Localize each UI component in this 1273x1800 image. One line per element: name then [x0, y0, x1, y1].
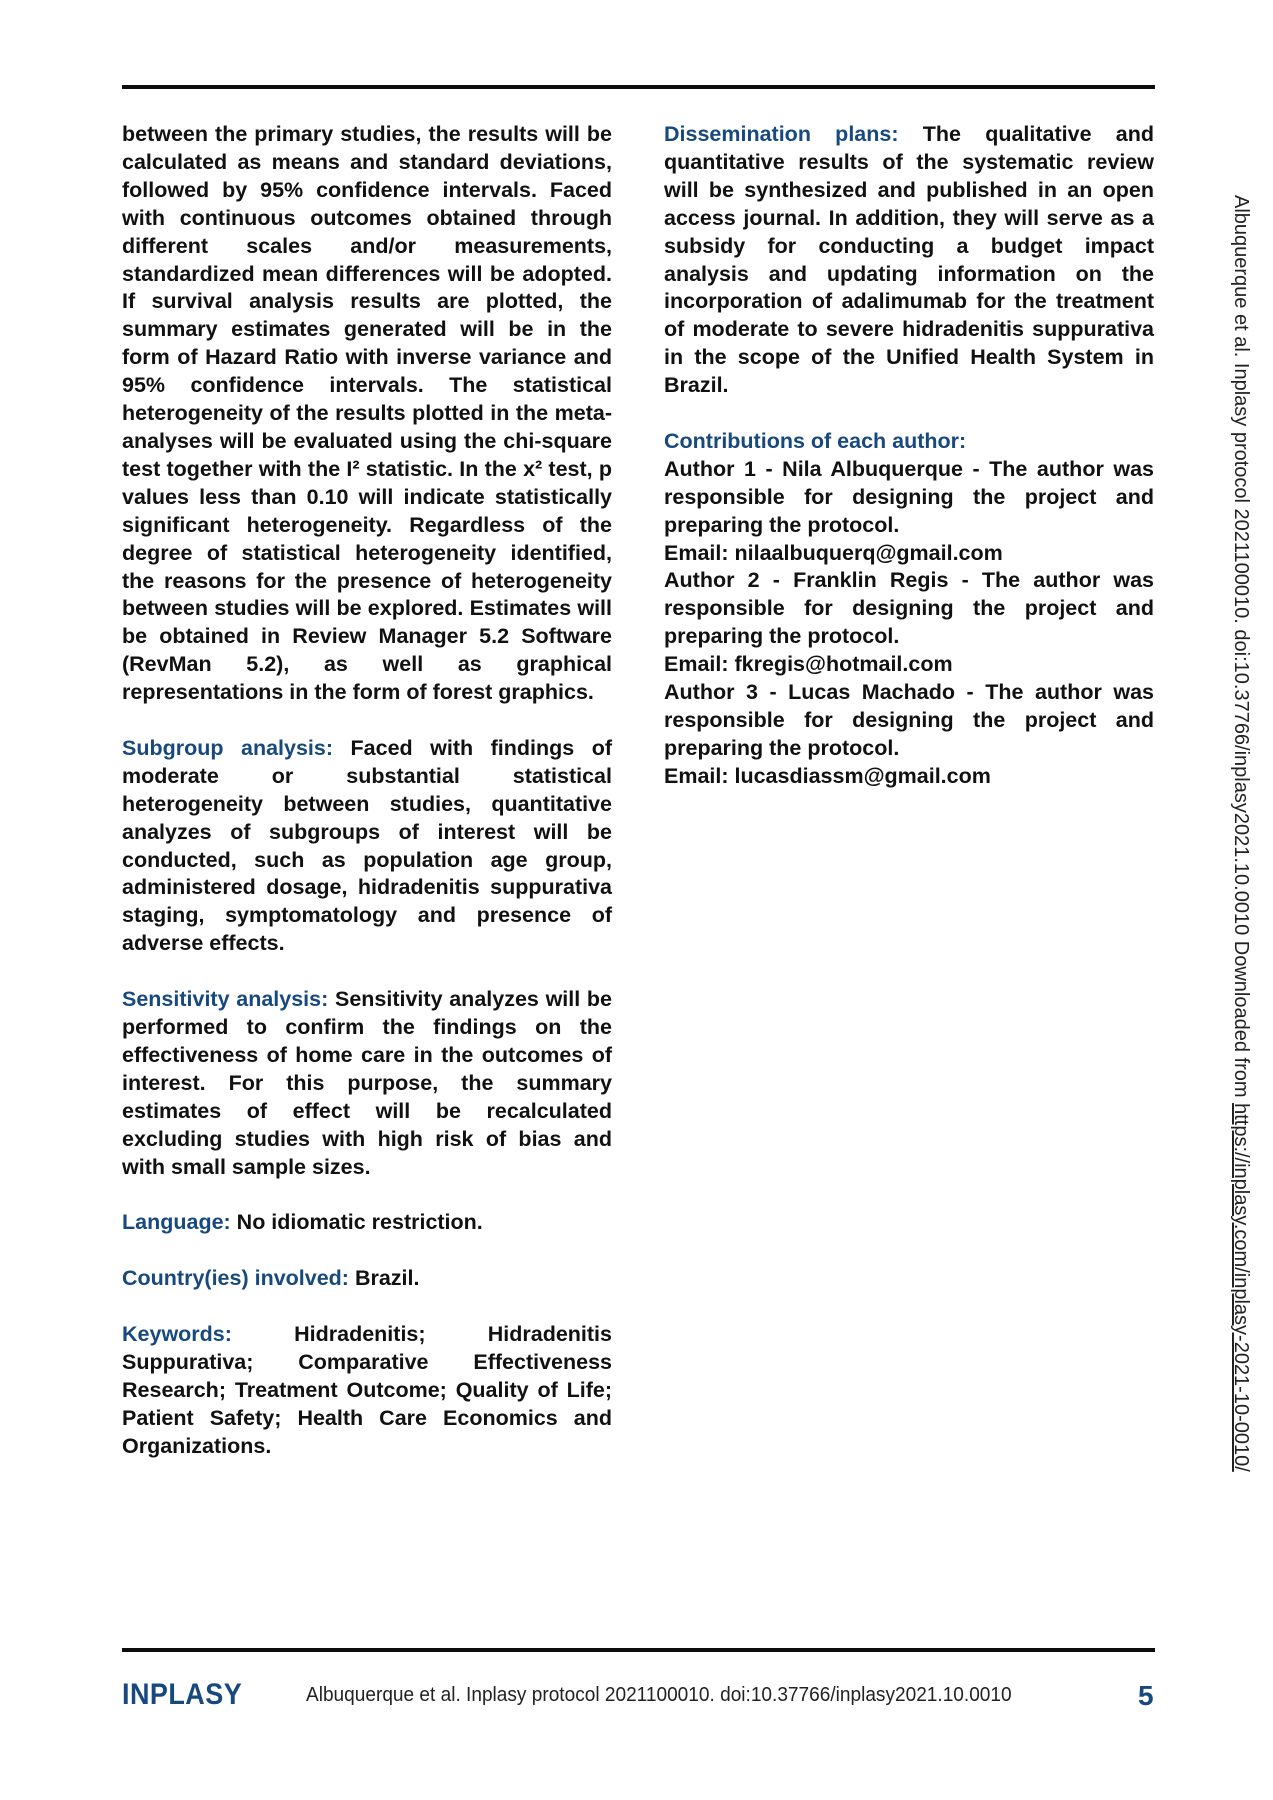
left-column — [122, 121, 612, 1488]
section-body: Faced with findings of moderate or substantial statistical heterogeneity between studies, quantitative analyzes of subgroups of interest will be conducted, such as population age group, administered dosage, hidradenitis suppurativa staging, symptomatology and presence of adverse effects. — [122, 735, 612, 956]
section-heading: Sensitivity analysis: — [122, 987, 329, 1012]
header-rule — [122, 85, 1155, 89]
footer-citation: Albuquerque et al. Inplasy protocol 2021100010. doi:10.37766/inplasy2021.10.0010 — [306, 1683, 1012, 1706]
author-contribution: Author 2 - Franklin Regis - The author was responsible for designing the project and preparing the protocol. — [664, 568, 1154, 649]
section-heading: Keywords: — [122, 1321, 232, 1346]
section-body: The qualitative and quantitative results of the systematic review will be synthesized and published in an open access journal. In addition, they will serve as a subsidy for conducting a budget impact analysis and updating information on the incorporation of adalimumab for the treatment of moderate to severe hidradenitis suppurativa in the scope of the Unified Health System in Brazil. — [664, 122, 1155, 398]
section-body: Hidradenitis; Hidradenitis Suppurativa; Comparative Effectiveness Research; Treatment Outcome; Quality of Life; Patient Safety; Health Care Economics and Organizations. — [122, 1321, 612, 1458]
subgroup-analysis-section — [122, 735, 612, 958]
author-email: Email: lucasdiassm@gmail.com — [664, 763, 991, 788]
keywords-section — [122, 1321, 612, 1461]
author-email: Email: nilaalbuquerq@gmail.com — [664, 540, 1003, 565]
section-body: Brazil. — [348, 1266, 420, 1291]
statistical-analysis-continuation: between the primary studies, the results will be calculated as means and standard deviations, followed by 95% confidence intervals. Faced with continuous outcomes obtained through different scales and/or measurements, standardized mean differences will be adopted. If survival analysis results are plotted, the summary estimates generated will be in the form of Hazard Ratio with inverse variance and 95% confidence intervals. The statistical heterogeneity of the results plotted in the meta-analyses will be evaluated using the chi-square test together with the I² statistic. In the x² test, p values less than 0.10 will indicate statistically significant heterogeneity. Regardless of the degree of statistical heterogeneity identified, the reasons for the presence of heterogeneity between studies will be explored. Estimates will be obtained in Review Manager 5.2 Software (RevMan 5.2), as well as graphical representations in the form of forest graphics. — [122, 122, 612, 705]
sensitivity-analysis-section — [122, 986, 612, 1181]
right-column — [664, 121, 1154, 791]
footer-rule — [122, 1648, 1155, 1652]
section-heading: Language: — [122, 1210, 231, 1235]
side-citation: Albuquerque et al. Inplasy protocol 2021100010. doi:10.37766/inplasy2021.10.0010 Downloaded from — [1230, 195, 1252, 1104]
section-body: No idiomatic restriction. — [230, 1210, 483, 1235]
dissemination-plans-section — [664, 121, 1154, 400]
author-contribution: Author 1 - Nila Albuquerque - The author was responsible for designing the project and preparing the protocol. — [664, 456, 1154, 537]
author-contribution: Author 3 - Lucas Machado - The author was responsible for designing the project and preparing the protocol. — [664, 680, 1154, 760]
side-download-note — [1229, 195, 1252, 1472]
countries-section — [122, 1265, 612, 1293]
author-contributions-section — [664, 428, 1154, 791]
page-number: 5 — [1138, 1680, 1154, 1711]
language-section — [122, 1209, 612, 1237]
section-heading: Subgroup analysis: — [122, 735, 334, 760]
download-link[interactable]: https://inplasy.com/inplasy-2021-10-0010/ — [1230, 1103, 1252, 1472]
section-heading: Contributions of each author: — [664, 428, 967, 453]
section-heading: Dissemination plans: — [664, 122, 899, 146]
section-heading: Country(ies) involved: — [122, 1266, 349, 1291]
inplasy-logo: INPLASY — [122, 1678, 243, 1711]
author-email: Email: fkregis@hotmail.com — [664, 652, 953, 677]
section-body: Sensitivity analyzes will be performed to confirm the findings on the effectiveness of home care in the outcomes of interest. For this purpose, the summary estimates of effect will be recalculated excluding studies with high risk of bias and with small sample sizes. — [122, 987, 613, 1179]
